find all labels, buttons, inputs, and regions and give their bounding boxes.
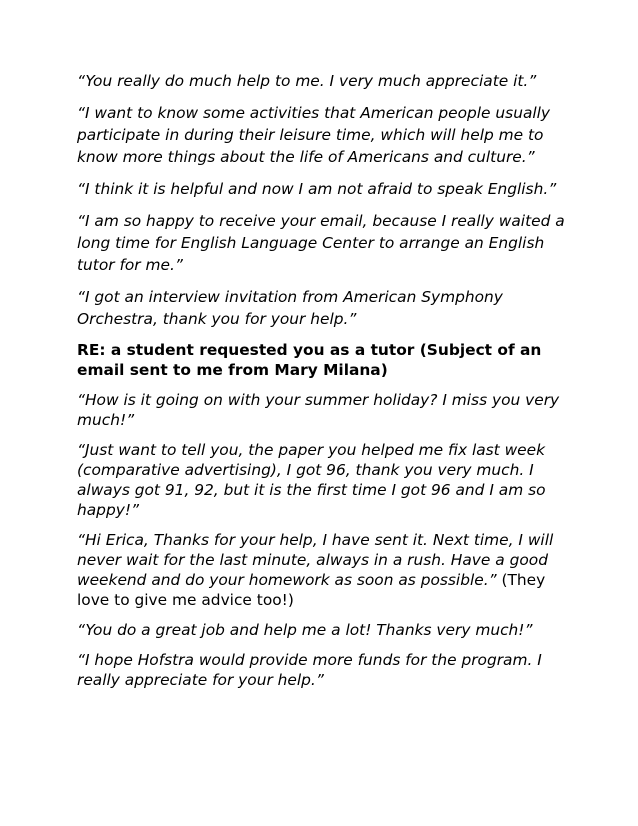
quote-english-tutor: “I am so happy to receive your email, because I really waited a long time for English Language Center to arrange an English tutor for me.” xyxy=(77,212,565,274)
quote-homework: “Hi Erica, Thanks for your help, I have sent it. Next time, I will never wait for the last minute, always in a rush. Have a good weekend and do your homework as soon as possible.” xyxy=(77,531,554,589)
quote-speak-english: “I think it is helpful and now I am not afraid to speak English.” xyxy=(77,180,557,198)
quote-appreciation: “You really do much help to me. I very much appreciate it.” xyxy=(77,72,537,90)
quote-aside-advice: (They love to give me advice too!) xyxy=(77,571,546,609)
quote-paper-grade: “Just want to tell you, the paper you helped me fix last week (comparative advertising), I got 96, thank you very much. I always got 91, 92, but it is the first time I got 96 and I am so happy!” xyxy=(77,441,546,519)
document-page xyxy=(77,70,577,690)
email-subject-heading: RE: a student requested you as a tutor (Subject of an email sent to me from Mary Milana) xyxy=(77,341,542,379)
quote-great-job: “You do a great job and help me a lot! Thanks very much!” xyxy=(77,621,533,639)
quote-more-funds: “I hope Hofstra would provide more funds for the program. I really appreciate for your help.” xyxy=(77,651,542,689)
quote-summer-holiday: “How is it going on with your summer holiday? I miss you very much!” xyxy=(77,391,560,429)
quote-advice-paragraph xyxy=(77,530,577,610)
quote-leisure-activities: “I want to know some activities that American people usually participate in during their leisure time, which will help me to know more things about the life of Americans and culture.” xyxy=(77,104,551,166)
quote-interview-invitation: “I got an interview invitation from American Symphony Orchestra, thank you for your help.” xyxy=(77,288,503,328)
